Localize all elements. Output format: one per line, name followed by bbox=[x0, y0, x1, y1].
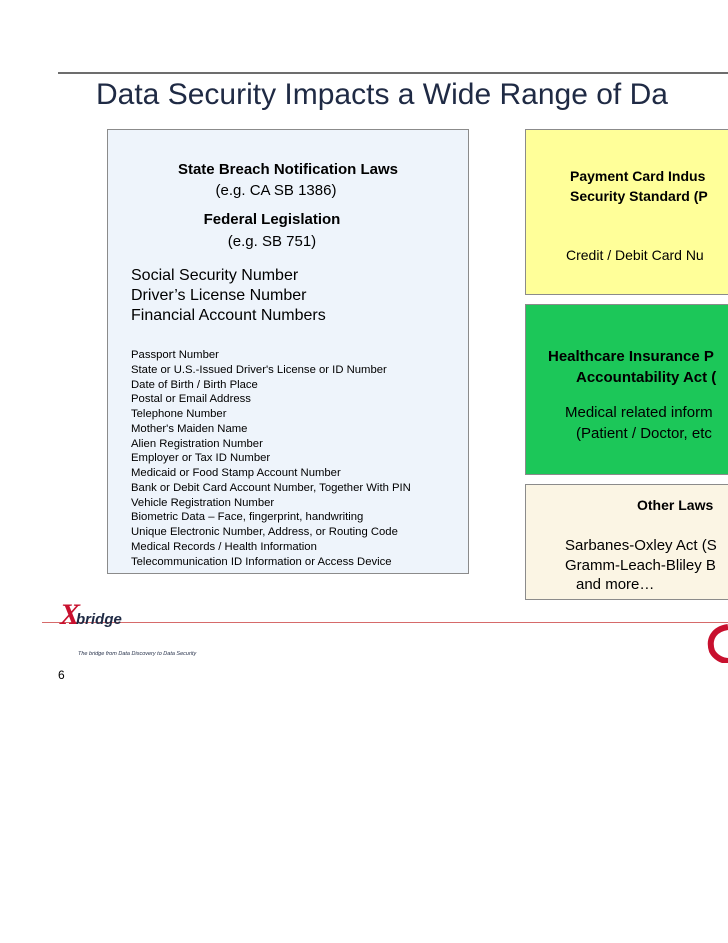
logo-tagline: The bridge from Data Discovery to Data Security bbox=[78, 651, 197, 657]
secondary-data-list bbox=[131, 348, 411, 569]
pci-heading-line2: Security Standard (P bbox=[570, 188, 708, 204]
state-breach-heading: State Breach Notification Laws bbox=[177, 161, 399, 178]
federal-legislation-heading: Federal Legislation bbox=[203, 211, 341, 228]
list-item: Telecommunication ID Information or Access Device bbox=[131, 555, 392, 568]
list-item: Medicaid or Food Stamp Account Number bbox=[131, 467, 341, 479]
state-breach-panel bbox=[107, 129, 469, 574]
other-laws-panel bbox=[525, 484, 728, 600]
logo-wordmark: bridge bbox=[76, 611, 122, 628]
xbridge-logo bbox=[60, 598, 126, 632]
hipaa-detail-line1: Medical related inform bbox=[565, 404, 713, 421]
sox-item: Sarbanes-Oxley Act (S bbox=[565, 537, 717, 554]
list-item: State or U.S.-Issued Driver's License or ID Number bbox=[131, 363, 387, 376]
list-item: Driver’s License Number bbox=[131, 287, 307, 304]
list-item: Vehicle Registration Number bbox=[131, 496, 275, 509]
page-number: 6 bbox=[58, 668, 65, 682]
list-item: Alien Registration Number bbox=[131, 437, 263, 450]
glba-item: Gramm-Leach-Bliley B bbox=[565, 557, 716, 574]
hipaa-heading-line1: Healthcare Insurance P bbox=[548, 348, 714, 365]
list-item: Postal or Email Address bbox=[131, 393, 251, 406]
pci-detail: Credit / Debit Card Nu bbox=[566, 247, 704, 263]
list-item: Medical Records / Health Information bbox=[131, 540, 317, 553]
list-item: Date of Birth / Birth Place bbox=[131, 378, 258, 391]
primary-data-list bbox=[131, 266, 326, 326]
partner-logo-icon bbox=[706, 623, 728, 663]
hipaa-panel bbox=[525, 304, 728, 475]
pci-heading-line1: Payment Card Indus bbox=[570, 168, 706, 184]
pci-panel bbox=[525, 129, 728, 295]
state-breach-example: (e.g. CA SB 1386) bbox=[215, 182, 337, 199]
list-item: Unique Electronic Number, Address, or Routing Code bbox=[131, 526, 398, 538]
list-item: Bank or Debit Card Account Number, Together With PIN bbox=[131, 481, 411, 494]
list-item: Biometric Data – Face, fingerprint, handwriting bbox=[131, 511, 364, 524]
federal-legislation-example: (e.g. SB 751) bbox=[227, 233, 317, 250]
list-item: Social Security Number bbox=[131, 267, 299, 284]
list-item: Passport Number bbox=[131, 349, 219, 361]
footer-rule bbox=[42, 622, 728, 623]
list-item: Telephone Number bbox=[131, 408, 227, 420]
other-laws-heading: Other Laws bbox=[637, 497, 714, 513]
list-item: Financial Account Numbers bbox=[131, 307, 326, 324]
list-item: Mother's Maiden Name bbox=[131, 422, 248, 435]
more-item: and more… bbox=[576, 576, 655, 593]
hipaa-detail-line2: (Patient / Doctor, etc bbox=[576, 425, 712, 442]
hipaa-heading-line2: Accountability Act ( bbox=[576, 369, 717, 386]
logo-x-mark: X bbox=[60, 598, 81, 631]
list-item: Employer or Tax ID Number bbox=[131, 452, 271, 465]
slide-title: Data Security Impacts a Wide Range of Da bbox=[96, 78, 668, 111]
